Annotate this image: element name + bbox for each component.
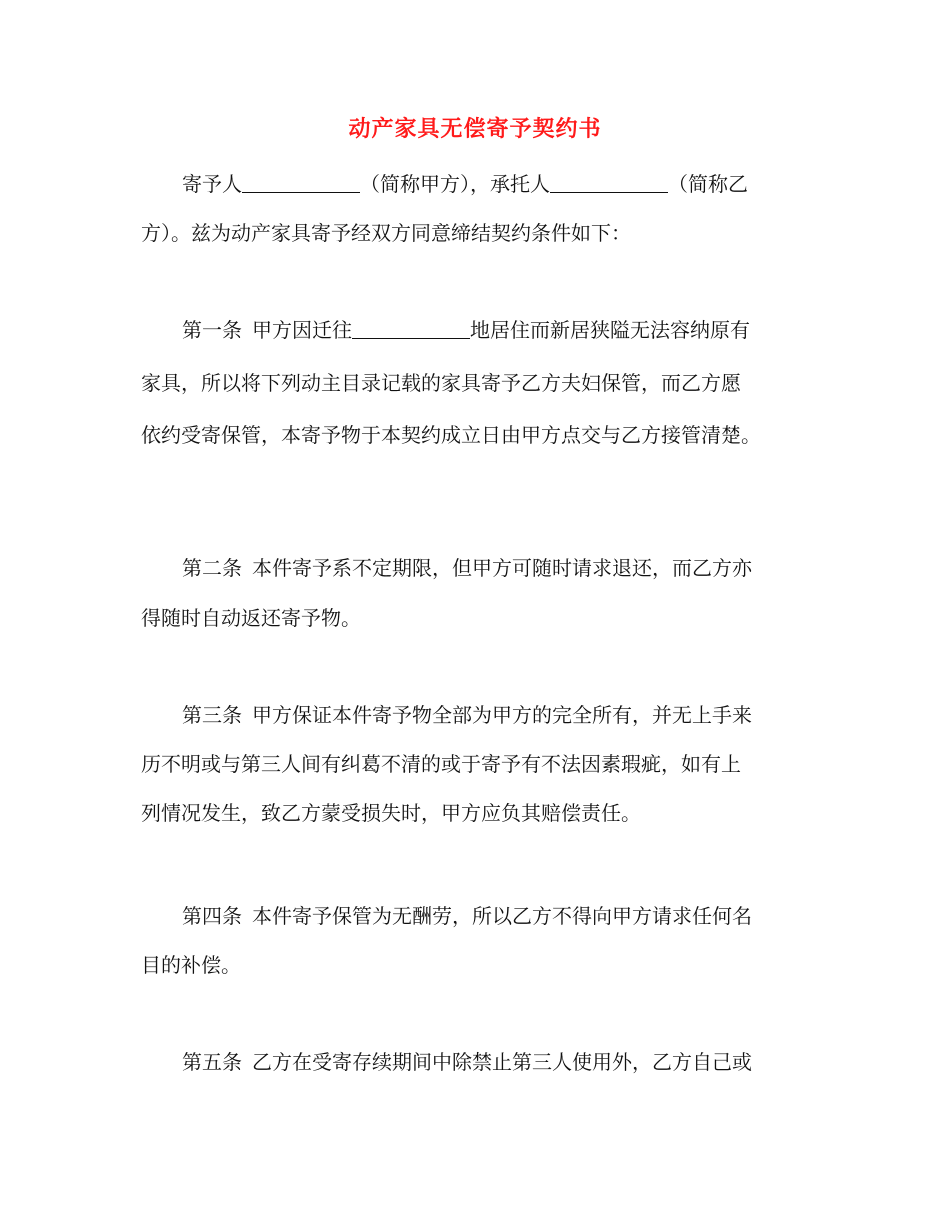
article-4-label: 第四条 xyxy=(182,904,242,928)
article-1-line-1 xyxy=(182,316,750,344)
article-4-line-1 xyxy=(182,902,752,930)
article-2-line-1 xyxy=(182,554,752,582)
document-title: 动产家具无偿寄予契约书 xyxy=(348,116,602,142)
intro-text-1: 寄予人 xyxy=(182,172,242,196)
article-5-line-1 xyxy=(182,1048,752,1076)
article-1-text-a: 甲方因迁往 xyxy=(252,318,352,342)
article-1-line-2: 家具，所以将下列动主目录记载的家具寄予乙方夫妇保管，而乙方愿 xyxy=(141,371,741,395)
article-4-text: 本件寄予保管为无酬劳，所以乙方不得向甲方请求任何名 xyxy=(252,904,752,928)
article-3-line-3: 列情况发生，致乙方蒙受损失时，甲方应负其赔偿责任。 xyxy=(141,801,641,825)
article-3-text: 甲方保证本件寄予物全部为甲方的完全所有，并无上手来 xyxy=(252,703,752,727)
intro-text-3: （简称乙 xyxy=(668,172,748,196)
article-1-line-3: 依约受寄保管，本寄予物于本契约成立日由甲方点交与乙方接管清楚。 xyxy=(141,423,761,447)
article-5-label: 第五条 xyxy=(182,1050,242,1074)
intro-line-2: 方）。兹为动产家具寄予经双方同意缔结契约条件如下： xyxy=(141,221,631,245)
depositor-blank[interactable] xyxy=(242,172,360,193)
article-3-label: 第三条 xyxy=(182,703,242,727)
intro-line-1 xyxy=(182,170,748,198)
article-1-text-b: 地居住而新居狭隘无法容纳原有 xyxy=(470,318,750,342)
article-4-line-2: 目的补偿。 xyxy=(141,953,241,977)
article-5-text: 乙方在受寄存续期间中除禁止第三人使用外，乙方自己或 xyxy=(252,1050,752,1074)
custodian-blank[interactable] xyxy=(550,172,668,193)
article-3-line-1 xyxy=(182,701,752,729)
article-3-line-2: 历不明或与第三人间有纠葛不清的或于寄予有不法因素瑕疵，如有上 xyxy=(141,752,741,776)
article-2-line-2: 得随时自动返还寄予物。 xyxy=(141,606,361,630)
article-2-text: 本件寄予系不定期限，但甲方可随时请求退还，而乙方亦 xyxy=(252,556,752,580)
destination-blank[interactable] xyxy=(352,318,470,339)
intro-text-2: （简称甲方），承托人 xyxy=(360,172,550,196)
article-2-label: 第二条 xyxy=(182,556,242,580)
article-1-label: 第一条 xyxy=(182,318,242,342)
